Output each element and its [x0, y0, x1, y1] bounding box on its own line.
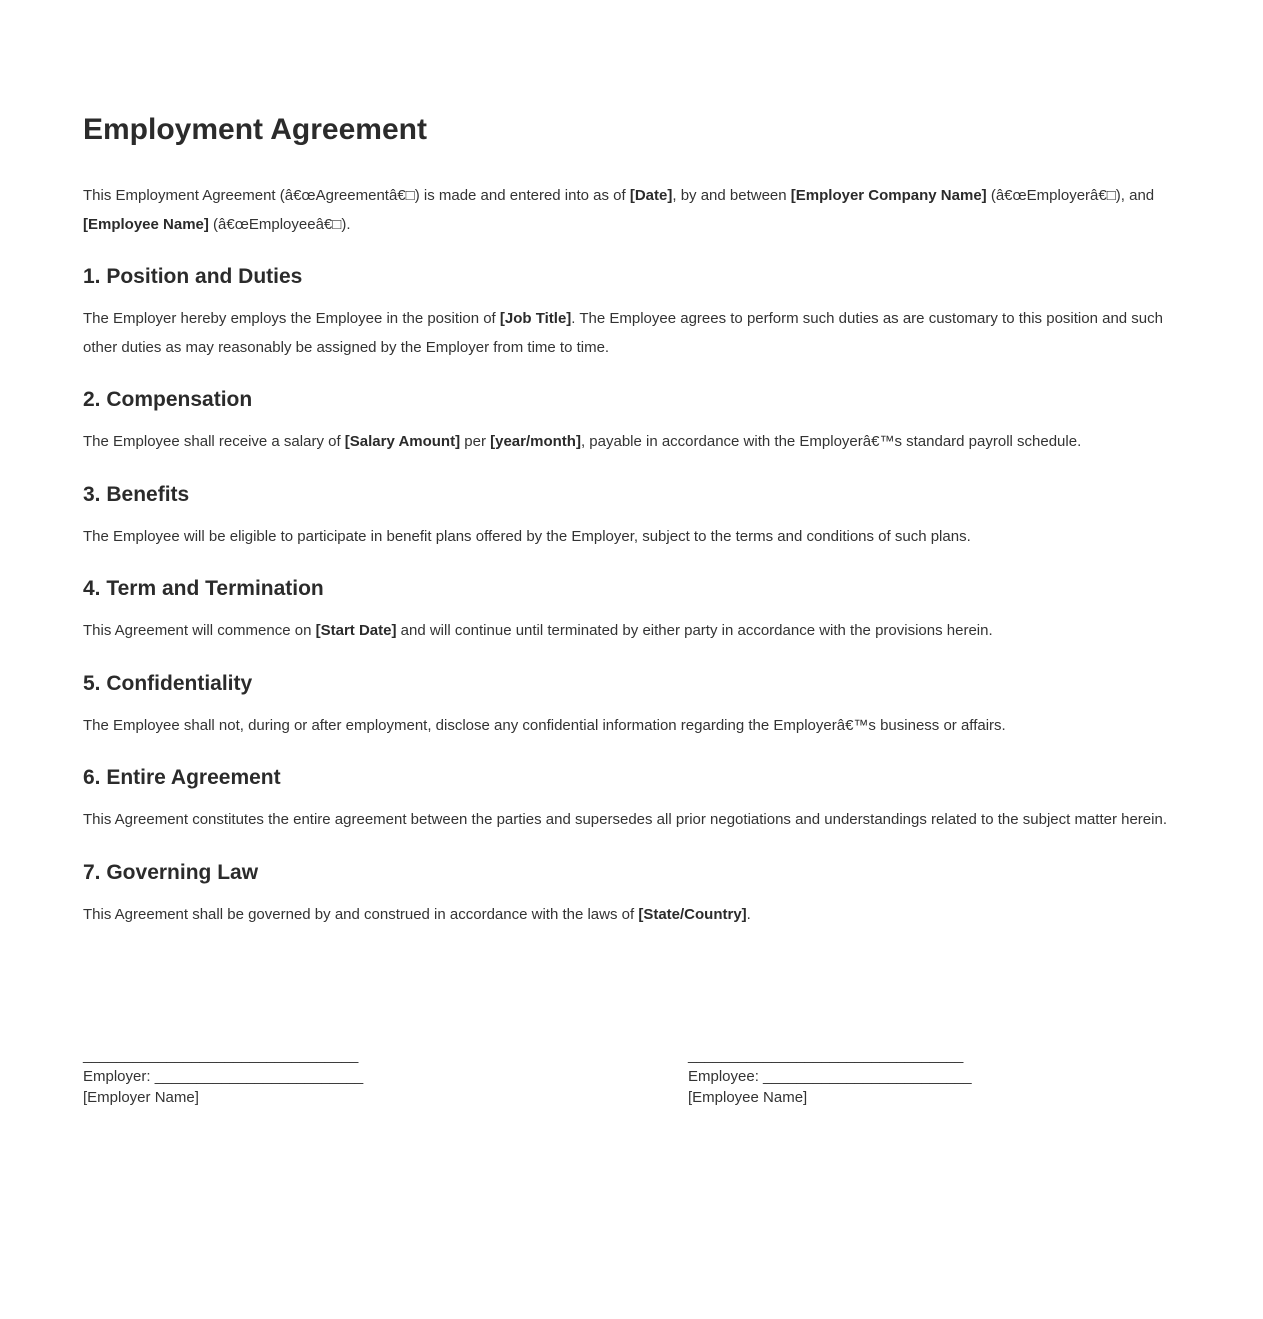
employee-signature-line: [688, 1066, 972, 1087]
employee-label: Employee:: [688, 1068, 764, 1085]
section-heading: 3. Benefits: [83, 482, 190, 506]
section-body: This Agreement constitutes the entire agreement between the parties and supersedes all prior negotiations and understandings related to the subject matter herein.: [83, 811, 1167, 828]
employer-label: Employer:: [83, 1068, 155, 1085]
section-heading: 4. Term and Termination: [83, 577, 324, 600]
section-body: The Employee shall receive a salary of [Salary Amount] per [year/month], payable in accordance with the Employerâ€™s standard payroll schedule.: [83, 433, 1082, 450]
section-heading: 7. Governing Law: [83, 860, 259, 884]
employer-signature-block: [83, 1045, 364, 1108]
intro-paragraph: This Employment Agreement (â€œAgreementâ€□) is made and entered into as of [Date], by and between [Employer Company Name] (â€œEmployerâ€□), and [Employee Name] (â€œEmployeeâ€□).: [83, 187, 1155, 233]
section-heading: 6. Entire Agreement: [83, 766, 281, 789]
employer-name-placeholder: [Employer Name]: [83, 1089, 199, 1106]
section-confidentiality: [83, 670, 1180, 741]
section-compensation: [83, 386, 1180, 457]
section-body: The Employee shall not, during or after employment, disclose any confidential information regarding the Employerâ€™s business or affairs.: [83, 716, 1006, 734]
employee-signature-rule: _________________________________: [688, 1047, 964, 1064]
employer-signature-rule: _________________________________: [83, 1047, 359, 1064]
section-body: This Agreement will commence on [Start Date] and will continue until terminated by either party in accordance with the provisions herein.: [83, 622, 993, 639]
section-body: The Employer hereby employs the Employee in the position of [Job Title]. The Employee agrees to perform such duties as are customary to this position and such other duties as may reasonably be assigned by the Employer from time to time.: [83, 310, 1163, 356]
section-body: This Agreement shall be governed by and construed in accordance with the laws of [State/Country].: [83, 905, 751, 923]
section-benefits: [83, 481, 1180, 552]
section-position-and-duties: [83, 263, 1180, 362]
section-entire-agreement: [83, 764, 1180, 835]
employee-name-placeholder: [Employee Name]: [688, 1089, 808, 1106]
document-title: Employment Agreement: [83, 113, 427, 146]
signature-row: [83, 1045, 1180, 1108]
section-term-and-termination: [83, 575, 1180, 646]
employer-fill-line: _________________________: [154, 1068, 364, 1085]
section-body: The Employee will be eligible to participate in benefit plans offered by the Employer, subject to the terms and conditions of such plans.: [83, 527, 971, 545]
section-governing-law: [83, 859, 1180, 930]
employer-signature-line: [83, 1066, 364, 1087]
section-heading: 2. Compensation: [83, 388, 253, 411]
employee-signature-block: [688, 1045, 972, 1108]
section-heading: 5. Confidentiality: [83, 671, 253, 695]
employee-fill-line: _________________________: [763, 1068, 972, 1085]
section-heading: 1. Position and Duties: [83, 265, 303, 288]
